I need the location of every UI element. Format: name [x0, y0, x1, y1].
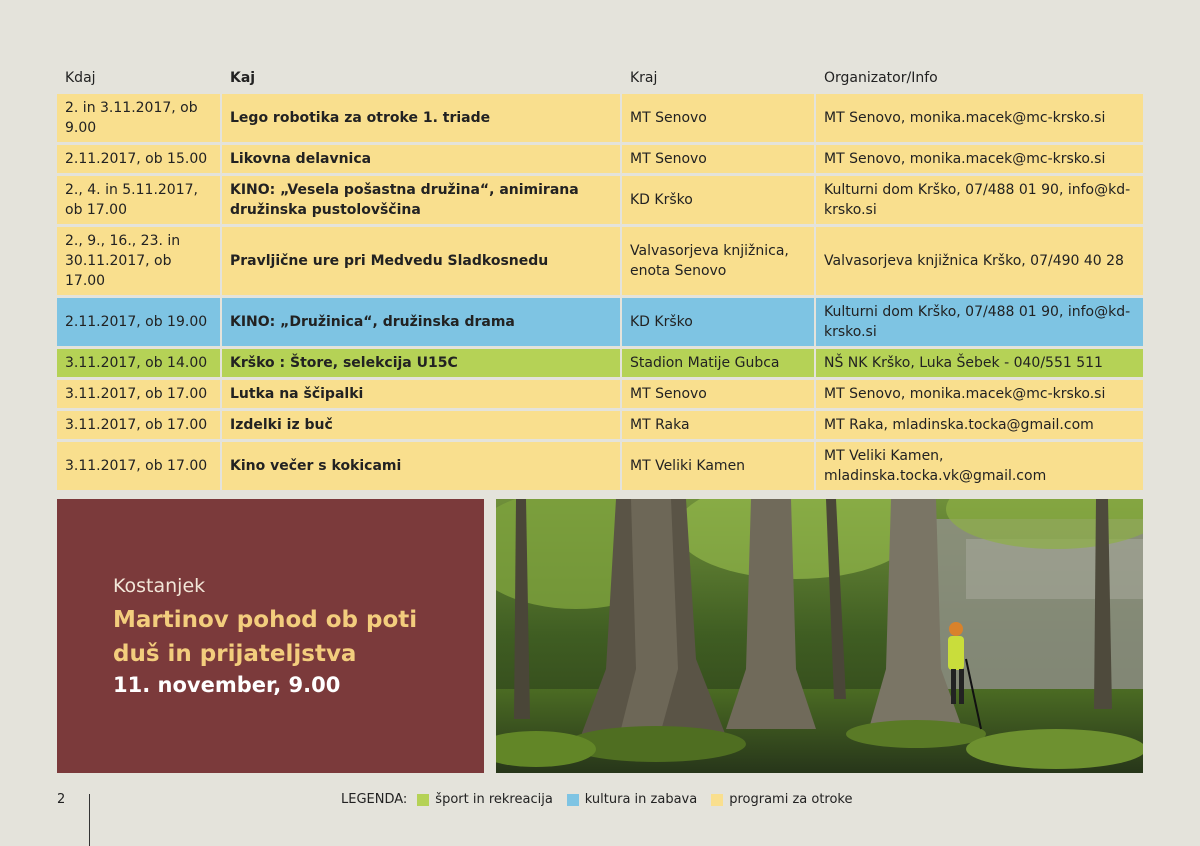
cell-info: Valvasorjeva knjižnica Krško, 07/490 40 28: [816, 227, 1143, 295]
table-body: [57, 94, 1143, 490]
table-row: [57, 227, 1143, 295]
cell-what: Likovna delavnica: [222, 145, 622, 173]
cell-what: Izdelki iz buč: [222, 411, 622, 439]
cell-where: KD Krško: [622, 298, 816, 346]
cell-when: 2., 9., 16., 23. in 30.11.2017, ob 17.00: [57, 227, 222, 295]
header-info: Organizator/Info: [824, 70, 938, 86]
cell-where: Stadion Matije Gubca: [622, 349, 816, 377]
table-row: [57, 94, 1143, 142]
cell-what: KINO: „Družinica“, družinska drama: [222, 298, 622, 346]
legend-item-sport: šport in rekreacija: [435, 792, 553, 807]
legend-swatch-culture: [567, 794, 579, 806]
feature-place: Kostanjek: [113, 575, 206, 597]
cell-info: MT Raka, mladinska.tocka@gmail.com: [816, 411, 1143, 439]
cell-when: 3.11.2017, ob 14.00: [57, 349, 222, 377]
cell-where: KD Krško: [622, 176, 816, 224]
header-when: Kdaj: [65, 70, 96, 86]
table-row: [57, 380, 1143, 408]
footer-divider: [89, 794, 90, 846]
cell-where: MT Senovo: [622, 145, 816, 173]
cell-when: 2.11.2017, ob 15.00: [57, 145, 222, 173]
cell-info: NŠ NK Krško, Luka Šebek - 040/551 511: [816, 349, 1143, 377]
table-row: [57, 298, 1143, 346]
cell-what: Pravljične ure pri Medvedu Sladkosnedu: [222, 227, 622, 295]
cell-where: Valvasorjeva knjižnica, enota Senovo: [622, 227, 816, 295]
cell-when: 2. in 3.11.2017, ob 9.00: [57, 94, 222, 142]
cell-where: MT Senovo: [622, 94, 816, 142]
cell-info: Kulturni dom Krško, 07/488 01 90, info@kd-krsko.si: [816, 176, 1143, 224]
legend-label: LEGENDA:: [341, 792, 408, 807]
forest-photo: [496, 499, 1143, 773]
feature-box: [57, 499, 484, 773]
cell-when: 3.11.2017, ob 17.00: [57, 442, 222, 490]
header-what: Kaj: [230, 70, 256, 86]
cell-what: Lutka na ščipalki: [222, 380, 622, 408]
cell-when: 2.11.2017, ob 19.00: [57, 298, 222, 346]
cell-when: 3.11.2017, ob 17.00: [57, 380, 222, 408]
table-row: [57, 349, 1143, 377]
table-row: [57, 145, 1143, 173]
cell-when: 2., 4. in 5.11.2017, ob 17.00: [57, 176, 222, 224]
forest-illustration: [496, 499, 1143, 773]
table-header-row: [57, 63, 1143, 91]
legend: [341, 792, 857, 807]
cell-what: Lego robotika za otroke 1. triade: [222, 94, 622, 142]
feature-date: 11. november, 9.00: [113, 673, 341, 697]
legend-swatch-kids: [711, 794, 723, 806]
header-where: Kraj: [630, 70, 658, 86]
cell-when: 3.11.2017, ob 17.00: [57, 411, 222, 439]
table-row: [57, 411, 1143, 439]
cell-what: Kino večer s kokicami: [222, 442, 622, 490]
cell-what: Krško : Štore, selekcija U15C: [222, 349, 622, 377]
cell-where: MT Senovo: [622, 380, 816, 408]
cell-info: Kulturni dom Krško, 07/488 01 90, info@kd-krsko.si: [816, 298, 1143, 346]
legend-item-culture: kultura in zabava: [584, 792, 698, 807]
cell-info: MT Senovo, monika.macek@mc-krsko.si: [816, 94, 1143, 142]
cell-info: MT Veliki Kamen, mladinska.tocka.vk@gmail.com: [816, 442, 1143, 490]
cell-where: MT Veliki Kamen: [622, 442, 816, 490]
cell-info: MT Senovo, monika.macek@mc-krsko.si: [816, 145, 1143, 173]
cell-info: MT Senovo, monika.macek@mc-krsko.si: [816, 380, 1143, 408]
legend-item-kids: programi za otroke: [729, 792, 853, 807]
events-table: [57, 60, 1143, 493]
cell-what: KINO: „Vesela pošastna družina“, animirana družinska pustolovščina: [222, 176, 622, 224]
feature-title: Martinov pohod ob poti duš in prijateljstva: [113, 607, 418, 667]
cell-where: MT Raka: [622, 411, 816, 439]
legend-swatch-sport: [417, 794, 429, 806]
table-row: [57, 442, 1143, 490]
page-number: 2: [57, 792, 66, 807]
table-row: [57, 176, 1143, 224]
